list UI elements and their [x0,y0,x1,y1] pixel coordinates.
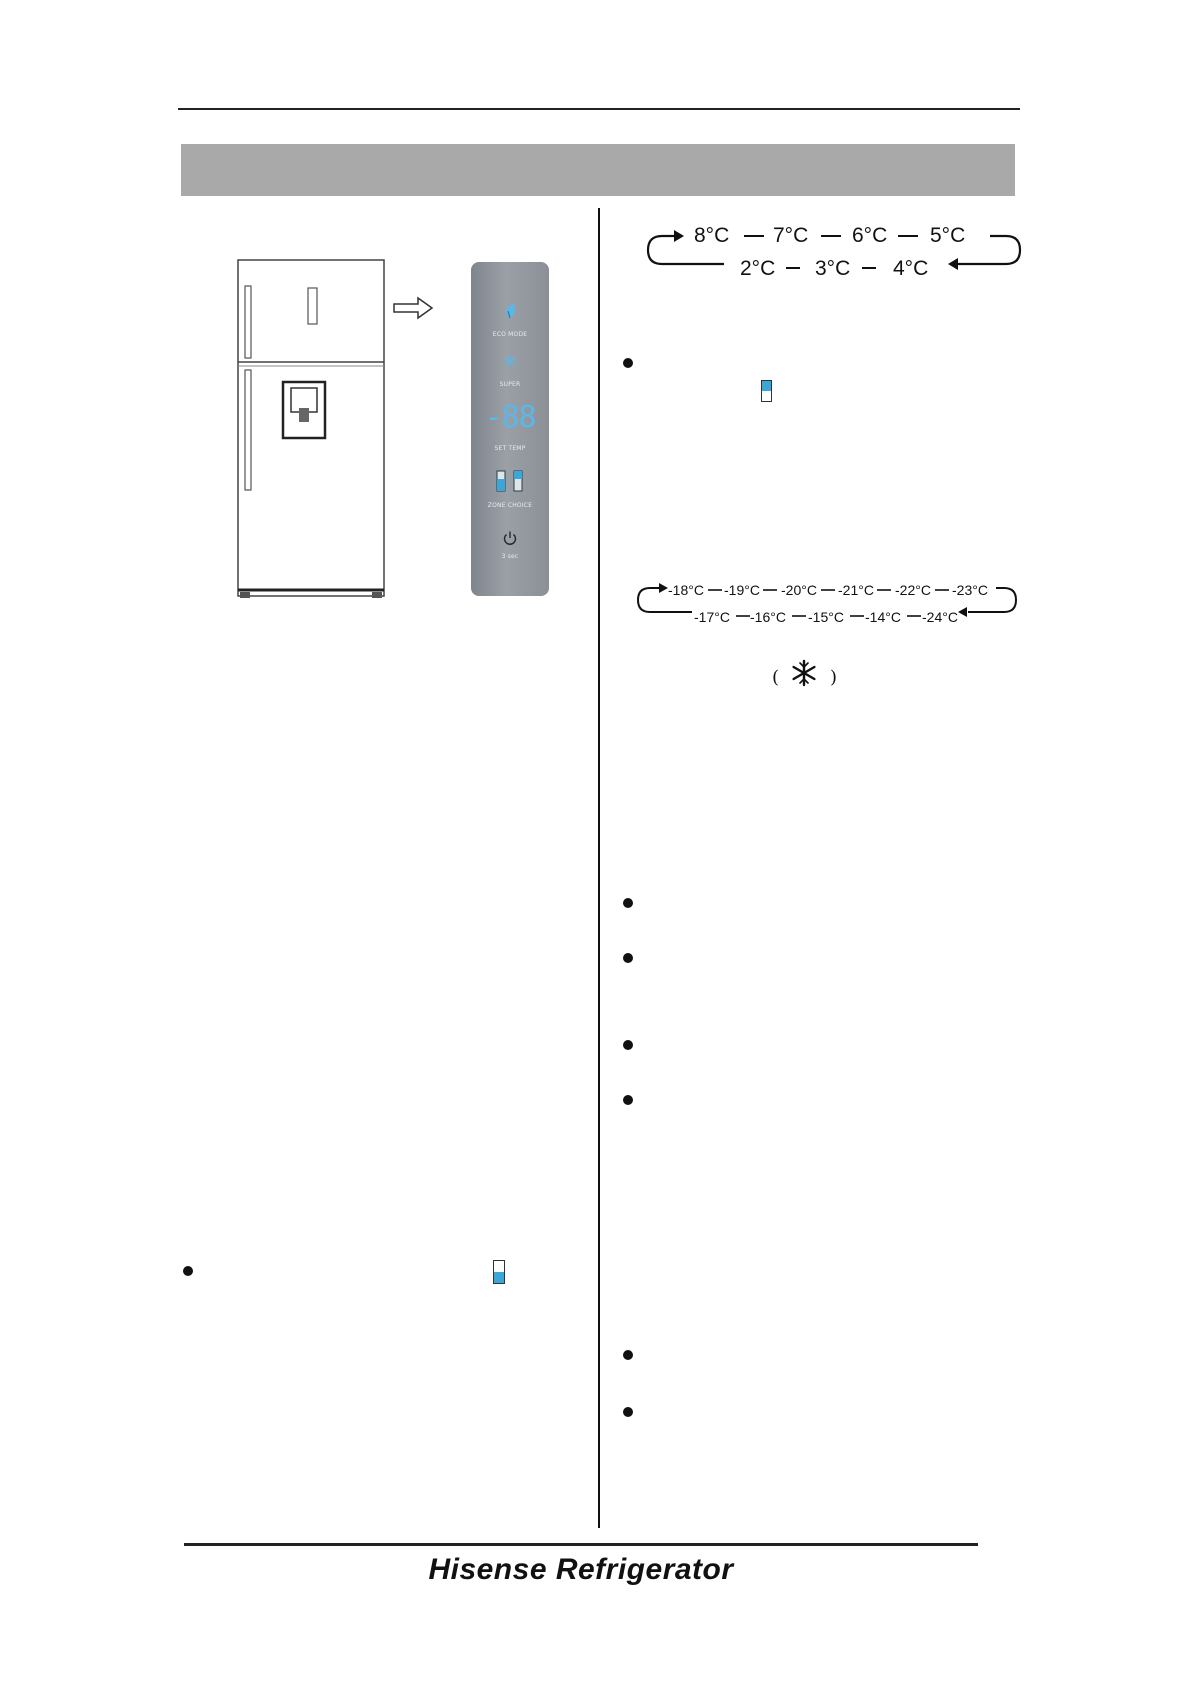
paren-open: ( [772,667,780,688]
zone-choice-icon[interactable] [471,470,549,497]
bullet [623,1040,633,1050]
fridge-zone-icon [761,380,772,402]
control-panel [471,262,549,596]
freezer-temp-m17: -17°C [694,609,730,625]
eco-mode-label: ECO MODE [492,331,528,338]
temperature-display: -88 [484,400,536,435]
header-rule [178,108,1020,110]
bullet [623,953,633,963]
refrigerator-illustration [236,258,386,600]
freezer-temp-m20: -20°C [781,582,817,598]
zone-choice-label: ZONE CHOICE [487,502,533,509]
paren-close: ) [830,667,838,688]
freezer-temp-m22: -22°C [895,582,931,598]
section-title-bar [181,144,1015,196]
freezer-temp-m23: -23°C [952,582,988,598]
set-temp-label: SET TEMP [494,445,526,452]
fridge-temp-6: 6°C [852,224,888,247]
fridge-temp-4: 4°C [893,257,929,280]
fridge-temp-3: 3°C [815,257,851,280]
bullet [623,898,633,908]
freezer-temp-m24: -24°C [922,609,958,625]
super-snowflake-icon[interactable] [471,354,549,373]
freezer-temp-m21: -21°C [838,582,874,598]
freezer-temp-m16: -16°C [750,609,786,625]
bullet [623,1350,633,1360]
arrow-right-icon [392,296,434,320]
fridge-temp-8: 8°C [694,224,730,247]
column-divider [598,208,600,1528]
freezer-temp-m19: -19°C [724,582,760,598]
freezer-temp-m18: -18°C [668,582,704,598]
freezer-zone-icon [493,1260,505,1284]
eco-leaf-icon[interactable] [471,302,549,325]
bullet [623,1407,633,1417]
freezer-temp-m15: -15°C [808,609,844,625]
bullet [183,1266,193,1276]
bullet [623,1095,633,1105]
fridge-temp-5: 5°C [930,224,966,247]
freezer-temp-m14: -14°C [865,609,901,625]
fridge-temp-7: 7°C [773,224,809,247]
snowflake-icon [790,659,818,687]
footer-rule [184,1543,978,1546]
super-label: SUPER [499,381,521,388]
power-hold-label: 3 sec [501,553,519,560]
fridge-temp-2: 2°C [740,257,776,280]
power-icon[interactable] [471,530,549,551]
brand-logo: Hisense Refrigerator [428,1553,734,1586]
bullet [623,358,633,368]
